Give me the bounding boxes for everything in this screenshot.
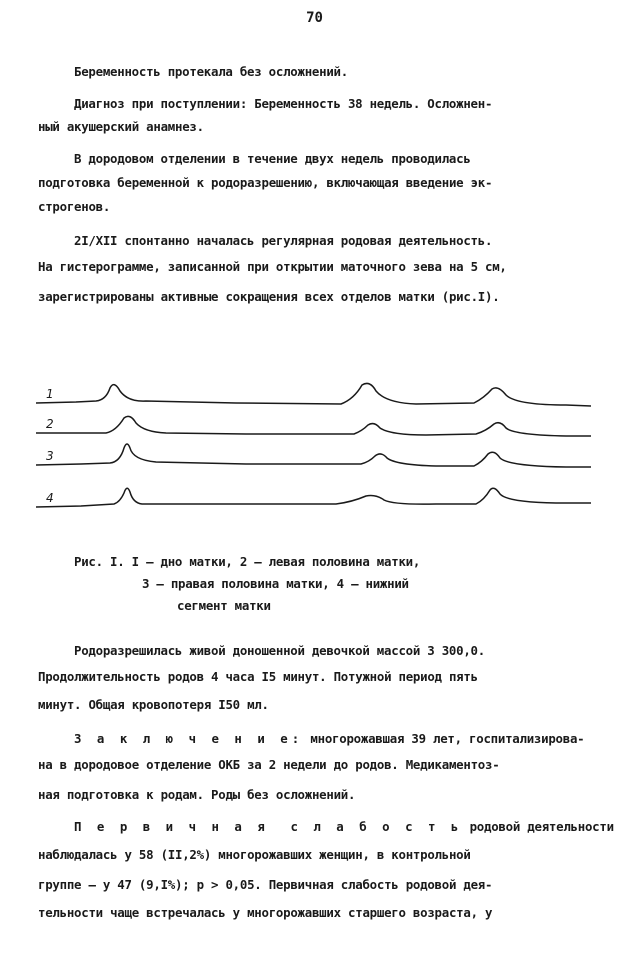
text-line: Диагноз при поступлении: Беременность 38 недель. Осложнен-: [74, 96, 493, 111]
hysterogram-curves: [36, 376, 596, 526]
text-fragment: многорожавшая 39 лет, госпитализирова-: [310, 731, 585, 746]
page-number: 70: [306, 10, 323, 26]
spaced-term-weakness: с л а б о с т ь: [290, 819, 463, 834]
curve-1: [36, 383, 591, 406]
text-line: Беременность протекала без осложнений.: [74, 64, 348, 79]
text-line: ный акушерский анамнез.: [38, 119, 204, 134]
text-line: зарегистрированы активные сокращения всех отделов матки (рис.I).: [38, 289, 500, 304]
curve-label-2: 2: [46, 417, 54, 431]
text-line: Продолжительность родов 4 часа I5 минут. Потужной период пять: [38, 669, 478, 684]
figure-caption-line: Рис. I. I – дно матки, 2 – левая половина матки,: [74, 554, 421, 569]
text-line: Родоразрешилась живой доношенной девочкой массой 3 300,0.: [74, 643, 485, 658]
spaced-term-primary: П е р в и ч н а я: [74, 819, 269, 834]
text-fragment: родовой деятельности: [469, 819, 614, 834]
figure-caption-line: сегмент матки: [177, 598, 271, 613]
text-line: на в дородовое отделение ОКБ за 2 недели до родов. Медикаментоз-: [38, 757, 500, 772]
text-line: строгенов.: [38, 199, 111, 214]
text-line: минут. Общая кровопотеря I50 мл.: [38, 697, 269, 712]
spaced-term-conclusion: З а к л ю ч е н и е:: [74, 731, 304, 746]
figure-caption-line: 3 – правая половина матки, 4 – нижний: [142, 576, 409, 591]
text-line: На гистерограмме, записанной при открытии маточного зева на 5 см,: [38, 259, 507, 274]
curve-label-4: 4: [46, 491, 54, 505]
curve-label-1: 1: [46, 387, 54, 401]
hysterogram-figure: [36, 376, 596, 526]
text-line: группе – у 47 (9,I%); р > 0,05. Первичная слабость родовой дея-: [38, 877, 493, 892]
text-line: тельности чаще встречалась у многорожавших старшего возраста, у: [38, 905, 493, 920]
curve-4: [36, 488, 591, 507]
text-line: подготовка беременной к родоразрешению, включающая введение эк-: [38, 175, 493, 190]
text-line: В дородовом отделении в течение двух недель проводилась: [74, 151, 471, 166]
curve-2: [36, 416, 591, 436]
text-line: [74, 819, 614, 834]
text-line: [74, 731, 584, 746]
curve-label-3: 3: [46, 449, 54, 463]
text-line: 2I/XII спонтанно началась регулярная родовая деятельность.: [74, 233, 493, 248]
text-line: ная подготовка к родам. Роды без осложнений.: [38, 787, 356, 802]
text-line: наблюдалась у 58 (II,2%) многорожавших женщин, в контрольной: [38, 847, 471, 862]
curve-3: [36, 444, 591, 467]
